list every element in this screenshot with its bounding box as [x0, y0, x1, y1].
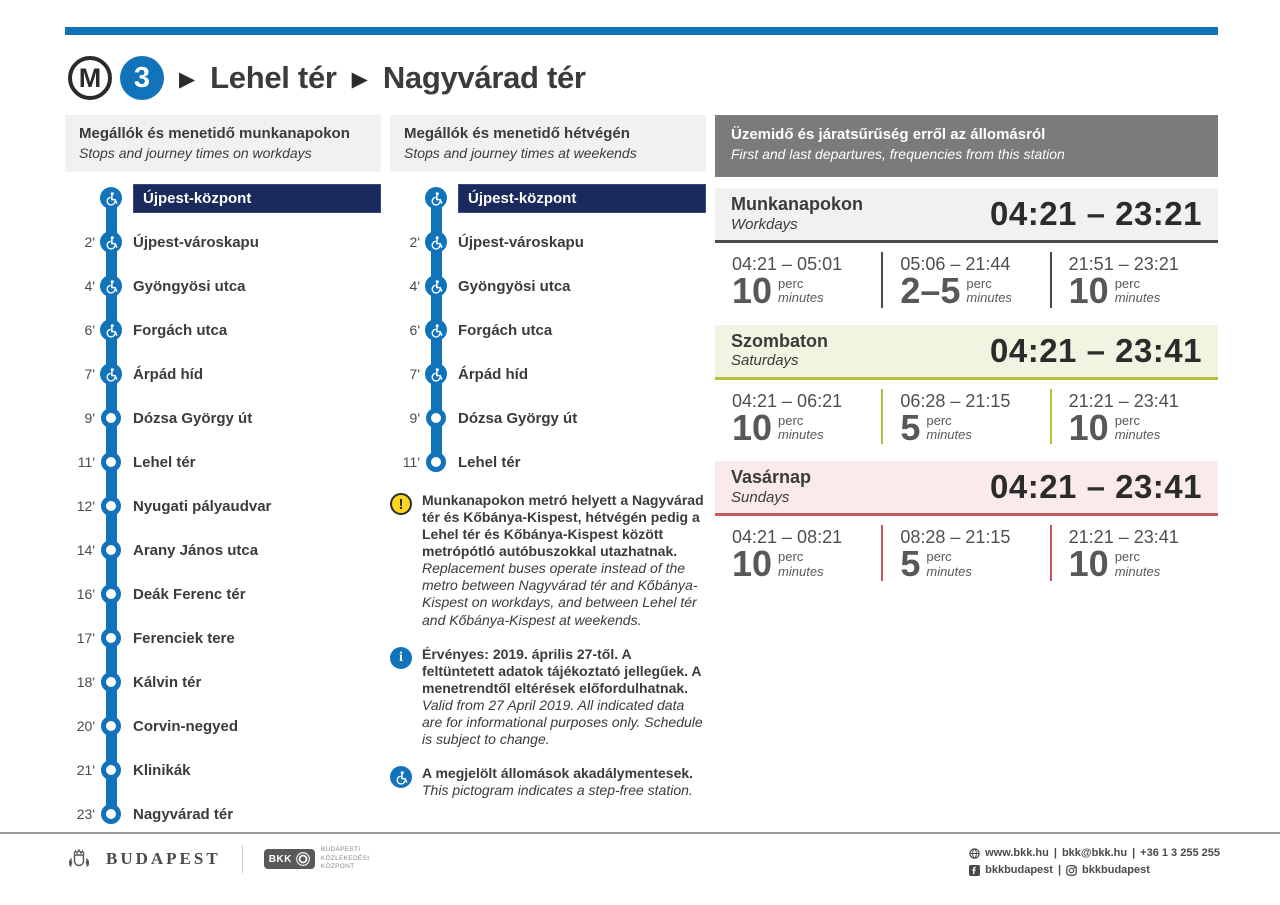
frequency-row — [715, 243, 1218, 314]
frequency-value — [732, 543, 875, 585]
wheelchair-icon — [425, 319, 447, 341]
service-sections — [715, 188, 1218, 587]
station-row — [390, 308, 706, 352]
unit-hu: perc — [926, 412, 952, 428]
station-marker — [426, 452, 446, 472]
station-name: Dózsa György út — [458, 409, 578, 427]
journey-time: 7' — [409, 366, 420, 382]
journey-time: 4' — [84, 278, 95, 294]
unit-en: minutes — [778, 427, 824, 442]
unit-en: minutes — [966, 290, 1012, 306]
note-text-hu: Munkanapokon metró helyett a Nagyvárad tér és Kőbánya-Kispest, hétvégén pedig a Lehel tér és Kőbánya-Kispest között metrópótló autóbuszokkal utazhatnak. — [422, 492, 704, 560]
wheelchair-icon — [425, 231, 447, 253]
weekend-title: Megállók és menetidő hétvégén — [404, 125, 630, 142]
station-row — [390, 264, 706, 308]
day-names — [731, 193, 863, 234]
station-name: Újpest-városkapu — [458, 233, 584, 251]
wheelchair-glyph — [394, 770, 409, 785]
weekend-column — [390, 115, 706, 799]
frequency-row — [715, 516, 1218, 587]
journey-time: 4' — [409, 278, 420, 294]
day-name-hu: Munkanapokon — [731, 194, 864, 215]
station-name: Újpest-városkapu — [133, 233, 259, 251]
wheelchair-glyph — [429, 191, 444, 206]
weekend-column-header — [390, 115, 706, 172]
station-name: Árpád híd — [458, 365, 528, 383]
station-row — [65, 220, 381, 264]
frequency-time-range: 21:21 – 23:41 — [1068, 390, 1179, 411]
journey-time: 2' — [409, 234, 420, 250]
direction-arrow-icon: ▶ — [351, 67, 368, 91]
station-marker — [101, 408, 121, 428]
station-name: Nyugati pályaudvar — [133, 497, 272, 515]
frequency-value — [900, 270, 1043, 311]
frequency-unit — [778, 277, 824, 305]
frequency-value — [1068, 270, 1212, 311]
station-marker — [101, 540, 121, 560]
frequency-cell — [881, 389, 1049, 448]
footer-logo-divider — [242, 845, 243, 873]
wheelchair-glyph — [104, 279, 119, 294]
journey-time: 23' — [76, 806, 95, 822]
wheelchair-glyph — [104, 235, 119, 250]
wheelchair-glyph — [104, 191, 119, 206]
unit-en: minutes — [778, 563, 824, 579]
wheelchair-icon — [390, 766, 412, 788]
weekend-subtitle: Stops and journey times at weekends — [404, 144, 637, 161]
frequency-cell — [1050, 389, 1218, 448]
headway-minutes: 2–5 — [900, 270, 961, 311]
bkk-badge — [264, 849, 315, 869]
note-text-en: This pictogram indicates a step-free station. — [422, 782, 693, 799]
direction-arrow-icon: ▶ — [179, 67, 196, 91]
frequency-unit — [1115, 277, 1161, 305]
frequency-value — [732, 270, 875, 311]
headway-minutes: 5 — [900, 406, 921, 448]
station-row — [65, 572, 381, 616]
footer-logos — [65, 845, 369, 873]
info-icon: i — [390, 647, 412, 669]
journey-time: 7' — [84, 366, 95, 382]
unit-hu: perc — [778, 412, 804, 428]
station-row — [65, 308, 381, 352]
day-header — [715, 325, 1218, 380]
unit-en: minutes — [926, 563, 972, 579]
wheelchair-icon — [100, 231, 122, 253]
note-text-en: Valid from 27 April 2019. All indicated data are for informational purposes only. Schedule is subject to change. — [422, 696, 703, 748]
service-section-saturday — [715, 325, 1218, 451]
unit-hu: perc — [966, 276, 992, 292]
frequency-cell — [881, 252, 1049, 311]
station-name: Deák Ferenc tér — [133, 585, 246, 603]
top-accent-bar — [65, 27, 1218, 35]
budapest-coat-of-arms-icon — [65, 847, 93, 871]
day-names — [731, 466, 811, 507]
wheelchair-icon — [100, 319, 122, 341]
frequency-time-range: 04:21 – 05:01 — [732, 254, 843, 274]
frequency-value — [1068, 406, 1212, 448]
service-section-sunday — [715, 461, 1218, 587]
station-name: Arany János utca — [133, 541, 259, 559]
unit-en: minutes — [778, 290, 824, 306]
station-name: Kálvin tér — [133, 673, 202, 691]
unit-en: minutes — [1114, 290, 1161, 306]
station-marker — [101, 628, 121, 648]
service-column — [715, 115, 1218, 587]
station-row — [65, 616, 381, 660]
day-header — [715, 188, 1218, 243]
frequency-unit — [1115, 550, 1161, 578]
station-row — [65, 396, 381, 440]
service-banner — [715, 115, 1218, 177]
unit-hu: perc — [1114, 412, 1140, 428]
wheelchair-icon — [100, 363, 122, 385]
facebook-handle: bkkbudapest — [985, 864, 1053, 877]
wheelchair-icon — [100, 275, 122, 297]
station-marker — [101, 452, 121, 472]
station-name: Újpest-központ — [458, 184, 706, 213]
frequency-time-range: 04:21 – 06:21 — [732, 390, 843, 411]
wheelchair-glyph — [104, 323, 119, 338]
station-row — [65, 528, 381, 572]
headway-minutes: 10 — [1068, 543, 1109, 585]
contact-line-1 — [969, 845, 1220, 862]
footer-contact — [969, 845, 1220, 879]
station-row — [390, 220, 706, 264]
note-text — [422, 492, 706, 629]
wheelchair-glyph — [429, 279, 444, 294]
phone: +36 1 3 255 255 — [1140, 847, 1220, 859]
station-row — [390, 396, 706, 440]
journey-time: 11' — [402, 454, 420, 470]
budapest-wordmark: BUDAPEST — [106, 849, 221, 868]
station-marker — [426, 408, 446, 428]
unit-hu: perc — [926, 549, 952, 565]
footer — [65, 845, 1220, 879]
note — [390, 765, 706, 799]
notes-list — [390, 492, 706, 799]
journey-time: 18' — [76, 674, 95, 690]
station-name: Nagyvárad tér — [133, 805, 234, 823]
bkk-org-name: BUDAPESTI KÖZLEKEDÉSI KÖZPONT — [320, 846, 370, 871]
frequency-time-range: 08:28 – 21:15 — [900, 527, 1011, 548]
unit-hu: perc — [1114, 276, 1140, 292]
metro-logo-icon: M — [68, 56, 112, 100]
bkk-wheel-icon — [296, 852, 310, 866]
separator: | — [1057, 864, 1062, 877]
wheelchair-glyph — [104, 367, 119, 382]
station-row — [65, 704, 381, 748]
station-row — [65, 484, 381, 528]
headway-minutes: 10 — [732, 406, 773, 448]
journey-time: 2' — [84, 234, 95, 250]
station-name: Gyöngyösi utca — [458, 277, 571, 295]
instagram-handle: bkkbudapest — [1082, 864, 1150, 877]
station-name: Klinikák — [133, 761, 191, 779]
service-subtitle: First and last departures, frequencies from this station — [731, 146, 1065, 163]
journey-time: 16' — [76, 586, 95, 602]
unit-en: minutes — [926, 427, 972, 442]
workdays-column — [65, 115, 381, 836]
station-marker — [101, 672, 121, 692]
origin-station: Lehel tér — [210, 60, 337, 95]
unit-hu: perc — [1114, 549, 1140, 565]
station-name: Gyöngyösi utca — [133, 277, 246, 295]
frequency-time-range: 04:21 – 08:21 — [732, 527, 843, 548]
station-row — [390, 352, 706, 396]
station-name: Forgách utca — [458, 321, 553, 339]
warning-icon: ! — [390, 493, 412, 515]
website: www.bkk.hu — [985, 847, 1049, 859]
bkk-label: BKK — [268, 853, 292, 865]
contact-line-2 — [969, 862, 1220, 879]
note — [390, 646, 706, 748]
email: bkk@bkk.hu — [1061, 847, 1128, 859]
note — [390, 492, 706, 629]
headway-minutes: 10 — [732, 270, 773, 311]
service-section-workday — [715, 188, 1218, 314]
journey-time: 6' — [84, 322, 95, 338]
unit-hu: perc — [778, 276, 804, 292]
journey-time: 14' — [76, 542, 95, 558]
workdays-column-header — [65, 115, 381, 172]
headway-minutes: 10 — [732, 543, 773, 585]
frequency-time-range: 21:51 – 23:21 — [1068, 254, 1179, 274]
journey-time: 12' — [76, 498, 95, 514]
frequency-unit — [1115, 414, 1161, 442]
station-row — [65, 352, 381, 396]
frequency-unit — [926, 414, 972, 442]
station-name: Lehel tér — [133, 453, 196, 471]
globe-icon — [969, 848, 980, 859]
frequency-unit — [778, 414, 824, 442]
frequency-value — [732, 406, 875, 448]
separator: | — [1053, 847, 1057, 859]
headway-minutes: 10 — [1068, 270, 1109, 311]
frequency-cell — [715, 389, 881, 448]
note-text-hu: Érvényes: 2019. április 27-től. A feltüntetett adatok tájékoztató jellegűek. A menetrendtől eltérések előfordulhatnak. — [422, 645, 702, 696]
wheelchair-icon — [425, 363, 447, 385]
operating-hours: 04:21 – 23:41 — [990, 331, 1202, 369]
journey-time: 11' — [77, 454, 95, 470]
station-row — [65, 264, 381, 308]
day-name-en: Saturdays — [731, 352, 799, 370]
station-name: Lehel tér — [458, 453, 521, 471]
unit-en: minutes — [1114, 427, 1161, 442]
station-name: Forgách utca — [133, 321, 228, 339]
journey-time: 17' — [76, 630, 95, 646]
wheelchair-icon — [425, 275, 447, 297]
station-row — [65, 176, 381, 220]
wheelchair-icon — [100, 187, 122, 209]
station-name: Újpest-központ — [133, 184, 381, 213]
station-row — [65, 440, 381, 484]
frequency-time-range: 21:21 – 23:41 — [1068, 527, 1179, 548]
line-header — [68, 50, 586, 106]
frequency-value — [1068, 543, 1212, 585]
service-title: Üzemidő és járatsűrűség erről az állomásról — [731, 126, 1046, 143]
frequency-value — [900, 543, 1043, 585]
workdays-subtitle: Stops and journey times on workdays — [79, 144, 312, 161]
weekend-station-list — [390, 176, 706, 484]
frequency-row — [715, 380, 1218, 451]
separator: | — [1132, 847, 1136, 859]
note-text-hu: A megjelölt állomások akadálymentesek. — [422, 765, 694, 782]
frequency-time-range: 05:06 – 21:44 — [900, 254, 1011, 274]
frequency-unit — [926, 550, 972, 578]
unit-en: minutes — [1114, 563, 1161, 579]
station-name: Ferenciek tere — [133, 629, 235, 647]
wheelchair-glyph — [429, 323, 444, 338]
day-names — [731, 330, 828, 371]
bkk-logo — [264, 846, 370, 871]
workdays-title: Megállók és menetidő munkanapokon — [79, 125, 350, 142]
frequency-cell — [715, 525, 881, 585]
journey-time: 20' — [76, 718, 95, 734]
operating-hours: 04:21 – 23:21 — [990, 195, 1202, 232]
facebook-icon — [969, 865, 980, 876]
headway-minutes: 10 — [1068, 406, 1109, 448]
note-text-en: Replacement buses operate instead of the metro between Nagyvárad tér and Kőbánya-Kispest on workdays, and between Lehel tér and Kőbánya-Kispest at weekends. — [422, 560, 698, 628]
journey-time: 9' — [84, 410, 95, 426]
journey-time: 6' — [409, 322, 420, 338]
station-marker — [101, 584, 121, 604]
headway-minutes: 5 — [900, 543, 921, 585]
frequency-time-range: 06:28 – 21:15 — [900, 390, 1011, 411]
station-row — [65, 660, 381, 704]
day-name-hu: Szombaton — [731, 330, 828, 351]
operating-hours: 04:21 – 23:41 — [990, 468, 1202, 506]
line-3-badge: 3 — [120, 56, 164, 100]
frequency-unit — [966, 277, 1012, 305]
station-row — [65, 748, 381, 792]
wheelchair-icon — [425, 187, 447, 209]
wheelchair-glyph — [429, 235, 444, 250]
station-row — [390, 176, 706, 220]
station-marker — [101, 760, 121, 780]
station-marker — [101, 716, 121, 736]
frequency-value — [900, 406, 1043, 448]
unit-hu: perc — [778, 549, 804, 565]
note-text — [422, 646, 706, 748]
day-name-en: Sundays — [731, 488, 790, 506]
station-name: Dózsa György út — [133, 409, 253, 427]
station-name: Corvin-negyed — [133, 717, 239, 735]
station-row — [65, 792, 381, 836]
note-text — [422, 765, 693, 799]
day-name-en: Workdays — [731, 215, 798, 233]
instagram-icon — [1066, 865, 1077, 876]
journey-time: 9' — [409, 410, 420, 426]
wheelchair-glyph — [429, 367, 444, 382]
journey-time: 21' — [76, 762, 95, 778]
workdays-station-list — [65, 176, 381, 836]
day-name-hu: Vasárnap — [731, 467, 812, 488]
station-name: Árpád híd — [133, 365, 203, 383]
day-header — [715, 461, 1218, 516]
footer-divider-rule — [0, 832, 1280, 834]
frequency-cell — [1050, 525, 1218, 585]
station-marker — [101, 804, 121, 824]
frequency-cell — [881, 525, 1049, 585]
station-row — [390, 440, 706, 484]
frequency-cell — [715, 252, 881, 311]
frequency-unit — [778, 550, 824, 578]
frequency-cell — [1050, 252, 1218, 311]
destination-station: Nagyvárad tér — [382, 60, 586, 95]
station-marker — [101, 496, 121, 516]
